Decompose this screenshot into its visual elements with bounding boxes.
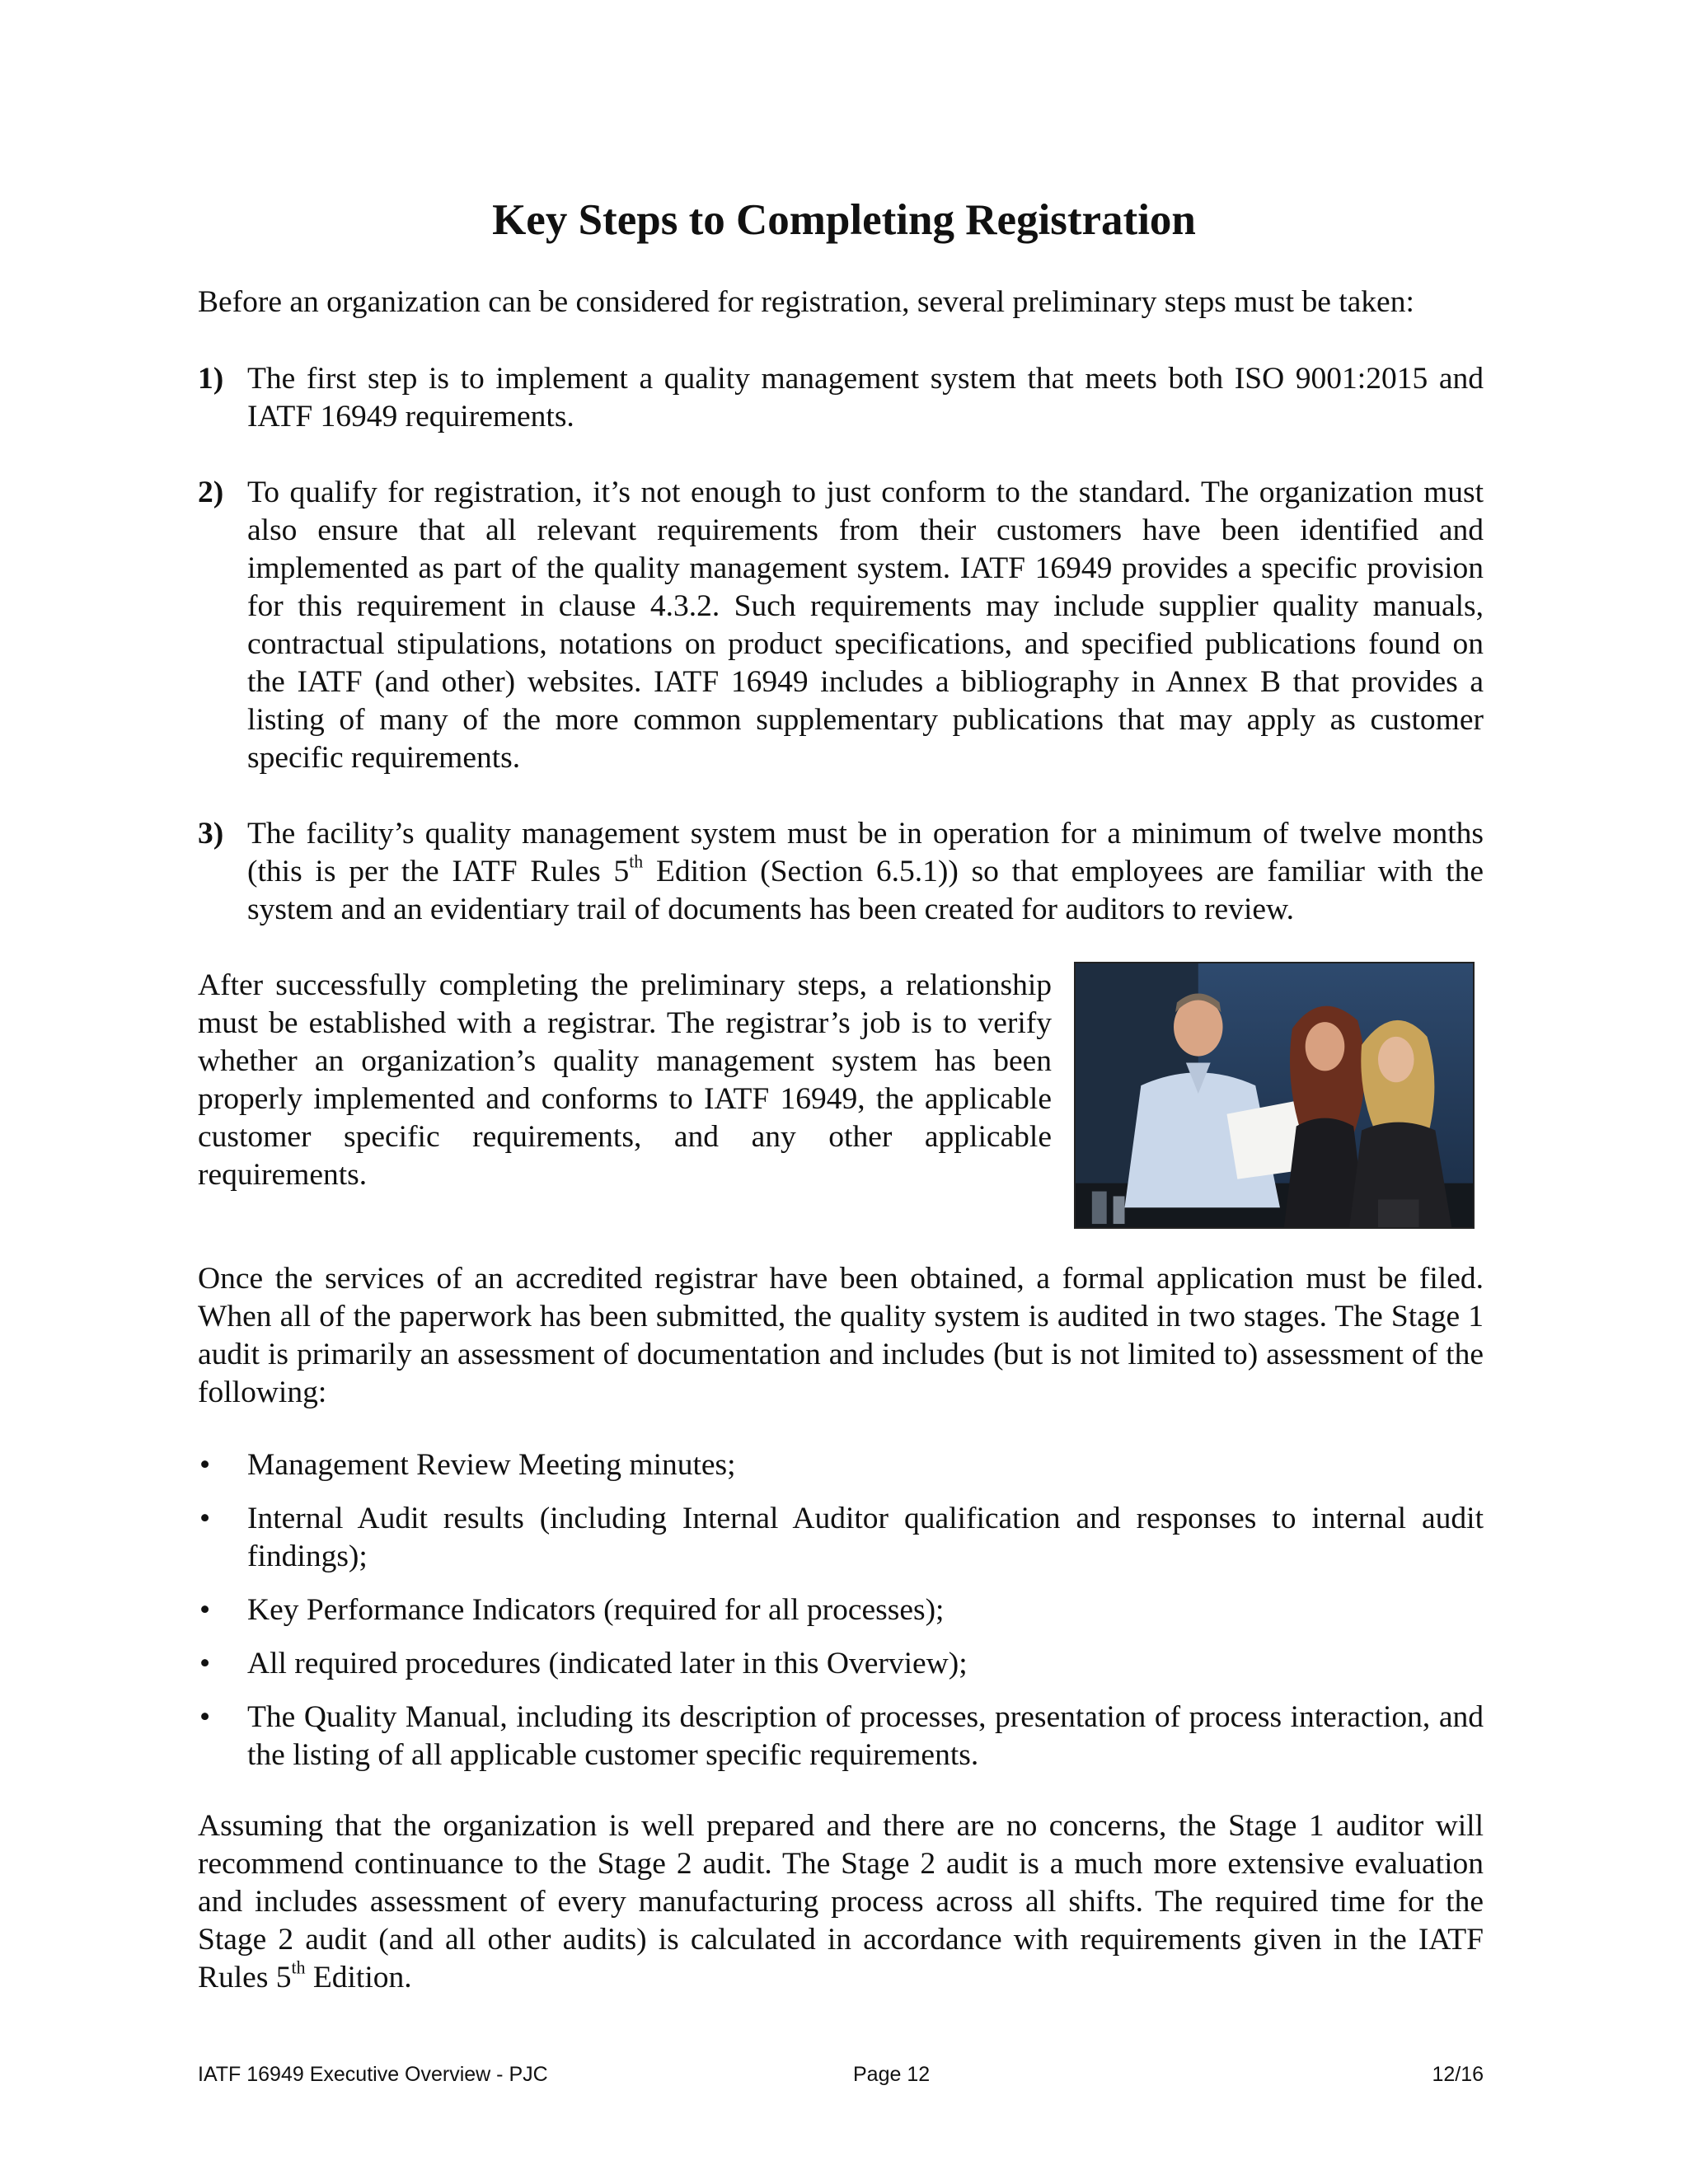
- step-item-3: [198, 815, 1484, 929]
- step-number: 2): [198, 476, 224, 509]
- list-item: [198, 1645, 1484, 1683]
- list-item-text: Management Review Meeting minutes;: [247, 1448, 736, 1482]
- bullet-icon: •: [199, 1647, 211, 1680]
- step-item-1: [198, 360, 1484, 436]
- bullet-icon: •: [199, 1448, 211, 1482]
- closing-text-part: Edition.: [305, 1961, 412, 1994]
- intro-paragraph: Before an organization can be considered for registration, several preliminary steps must be taken:: [198, 285, 1414, 319]
- meeting-photo: [1074, 962, 1475, 1229]
- registrar-paragraph: After successfully completing the preliminary steps, a relationship must be established with a registrar. The registrar’s job is to verify whether an organization’s quality management system has been properly implemented and conforms to IATF 16949, the applicable customer specific requirements, and any other applicable requirements.: [198, 968, 1052, 1192]
- footer-page-number: Page 12: [853, 2063, 931, 2086]
- bullet-icon: •: [199, 1593, 211, 1627]
- step-number: 1): [198, 362, 224, 396]
- list-item-text: The Quality Manual, including its description of processes, presentation of process interaction, and the listing of all applicable customer specific requirements.: [247, 1700, 1484, 1772]
- superscript: th: [291, 1957, 306, 1978]
- list-item: [198, 1500, 1484, 1576]
- list-item: [198, 1699, 1484, 1774]
- step-text: The first step is to implement a quality management system that meets both ISO 9001:2015 and IATF 16949 requirements.: [247, 362, 1484, 434]
- closing-text-part: Assuming that the organization is well prepared and there are no concerns, the Stage 1 auditor will recommend continuance to the Stage 2 audit. The Stage 2 audit is a much more extensive evaluation and includes assessment of every manufacturing process across all shifts. The required time for the Stage 2 audit (and all other audits) is calculated in accordance with requirements given in the IATF Rules 5: [198, 1809, 1484, 1994]
- step-text: [247, 815, 1484, 929]
- step-number: 3): [198, 817, 224, 851]
- bullet-icon: •: [199, 1700, 211, 1734]
- step-text-part: The facility’s quality management system must be in operation for a minimum of twelve months (this is per the IATF Rules 5: [247, 817, 1484, 888]
- superscript: th: [629, 851, 644, 872]
- page-content: [198, 284, 1484, 1997]
- footer-document-title: IATF 16949 Executive Overview - PJC: [198, 2063, 548, 2086]
- page-footer: [198, 2063, 1484, 2096]
- meeting-photo-illustration: [1076, 963, 1473, 1227]
- closing-paragraph: [198, 1807, 1484, 1997]
- application-paragraph: Once the services of an accredited registrar have been obtained, a formal application must be filed. When all of the paperwork has been submitted, the quality system is audited in two stages. The Stage 1 audit is primarily an assessment of documentation and includes (but is not limited to) assessment of the following:: [198, 1262, 1484, 1409]
- registrar-section: [198, 967, 1484, 1227]
- step-item-2: [198, 474, 1484, 777]
- footer-page-count: 12/16: [1432, 2063, 1484, 2086]
- step-text-part: Edition (Section 6.5.1)) so that employees are familiar with the system and an evidentiary trail of documents has been created for auditors to review.: [247, 855, 1484, 926]
- bullet-icon: •: [199, 1502, 211, 1535]
- list-item: [198, 1446, 1484, 1484]
- stage1-list: [198, 1446, 1484, 1774]
- list-item-text: All required procedures (indicated later in this Overview);: [247, 1647, 968, 1680]
- list-item-text: Internal Audit results (including Internal Auditor qualification and responses to internal audit findings);: [247, 1502, 1484, 1573]
- page-title: Key Steps to Completing Registration: [492, 196, 1196, 244]
- step-text: To qualify for registration, it’s not enough to just conform to the standard. The organization must also ensure that all relevant requirements from their customers have been identified and implemented as part of the quality management system. IATF 16949 provides a specific provision for this requirement in clause 4.3.2. Such requirements may include supplier quality manuals, contractual stipulations, notations on product specifications, and specified publications found on the IATF (and other) websites. IATF 16949 includes a bibliography in Annex B that provides a listing of many of the more common supplementary publications that may apply as customer specific requirements.: [247, 476, 1484, 775]
- list-item-text: Key Performance Indicators (required for all processes);: [247, 1593, 945, 1627]
- list-item: [198, 1591, 1484, 1629]
